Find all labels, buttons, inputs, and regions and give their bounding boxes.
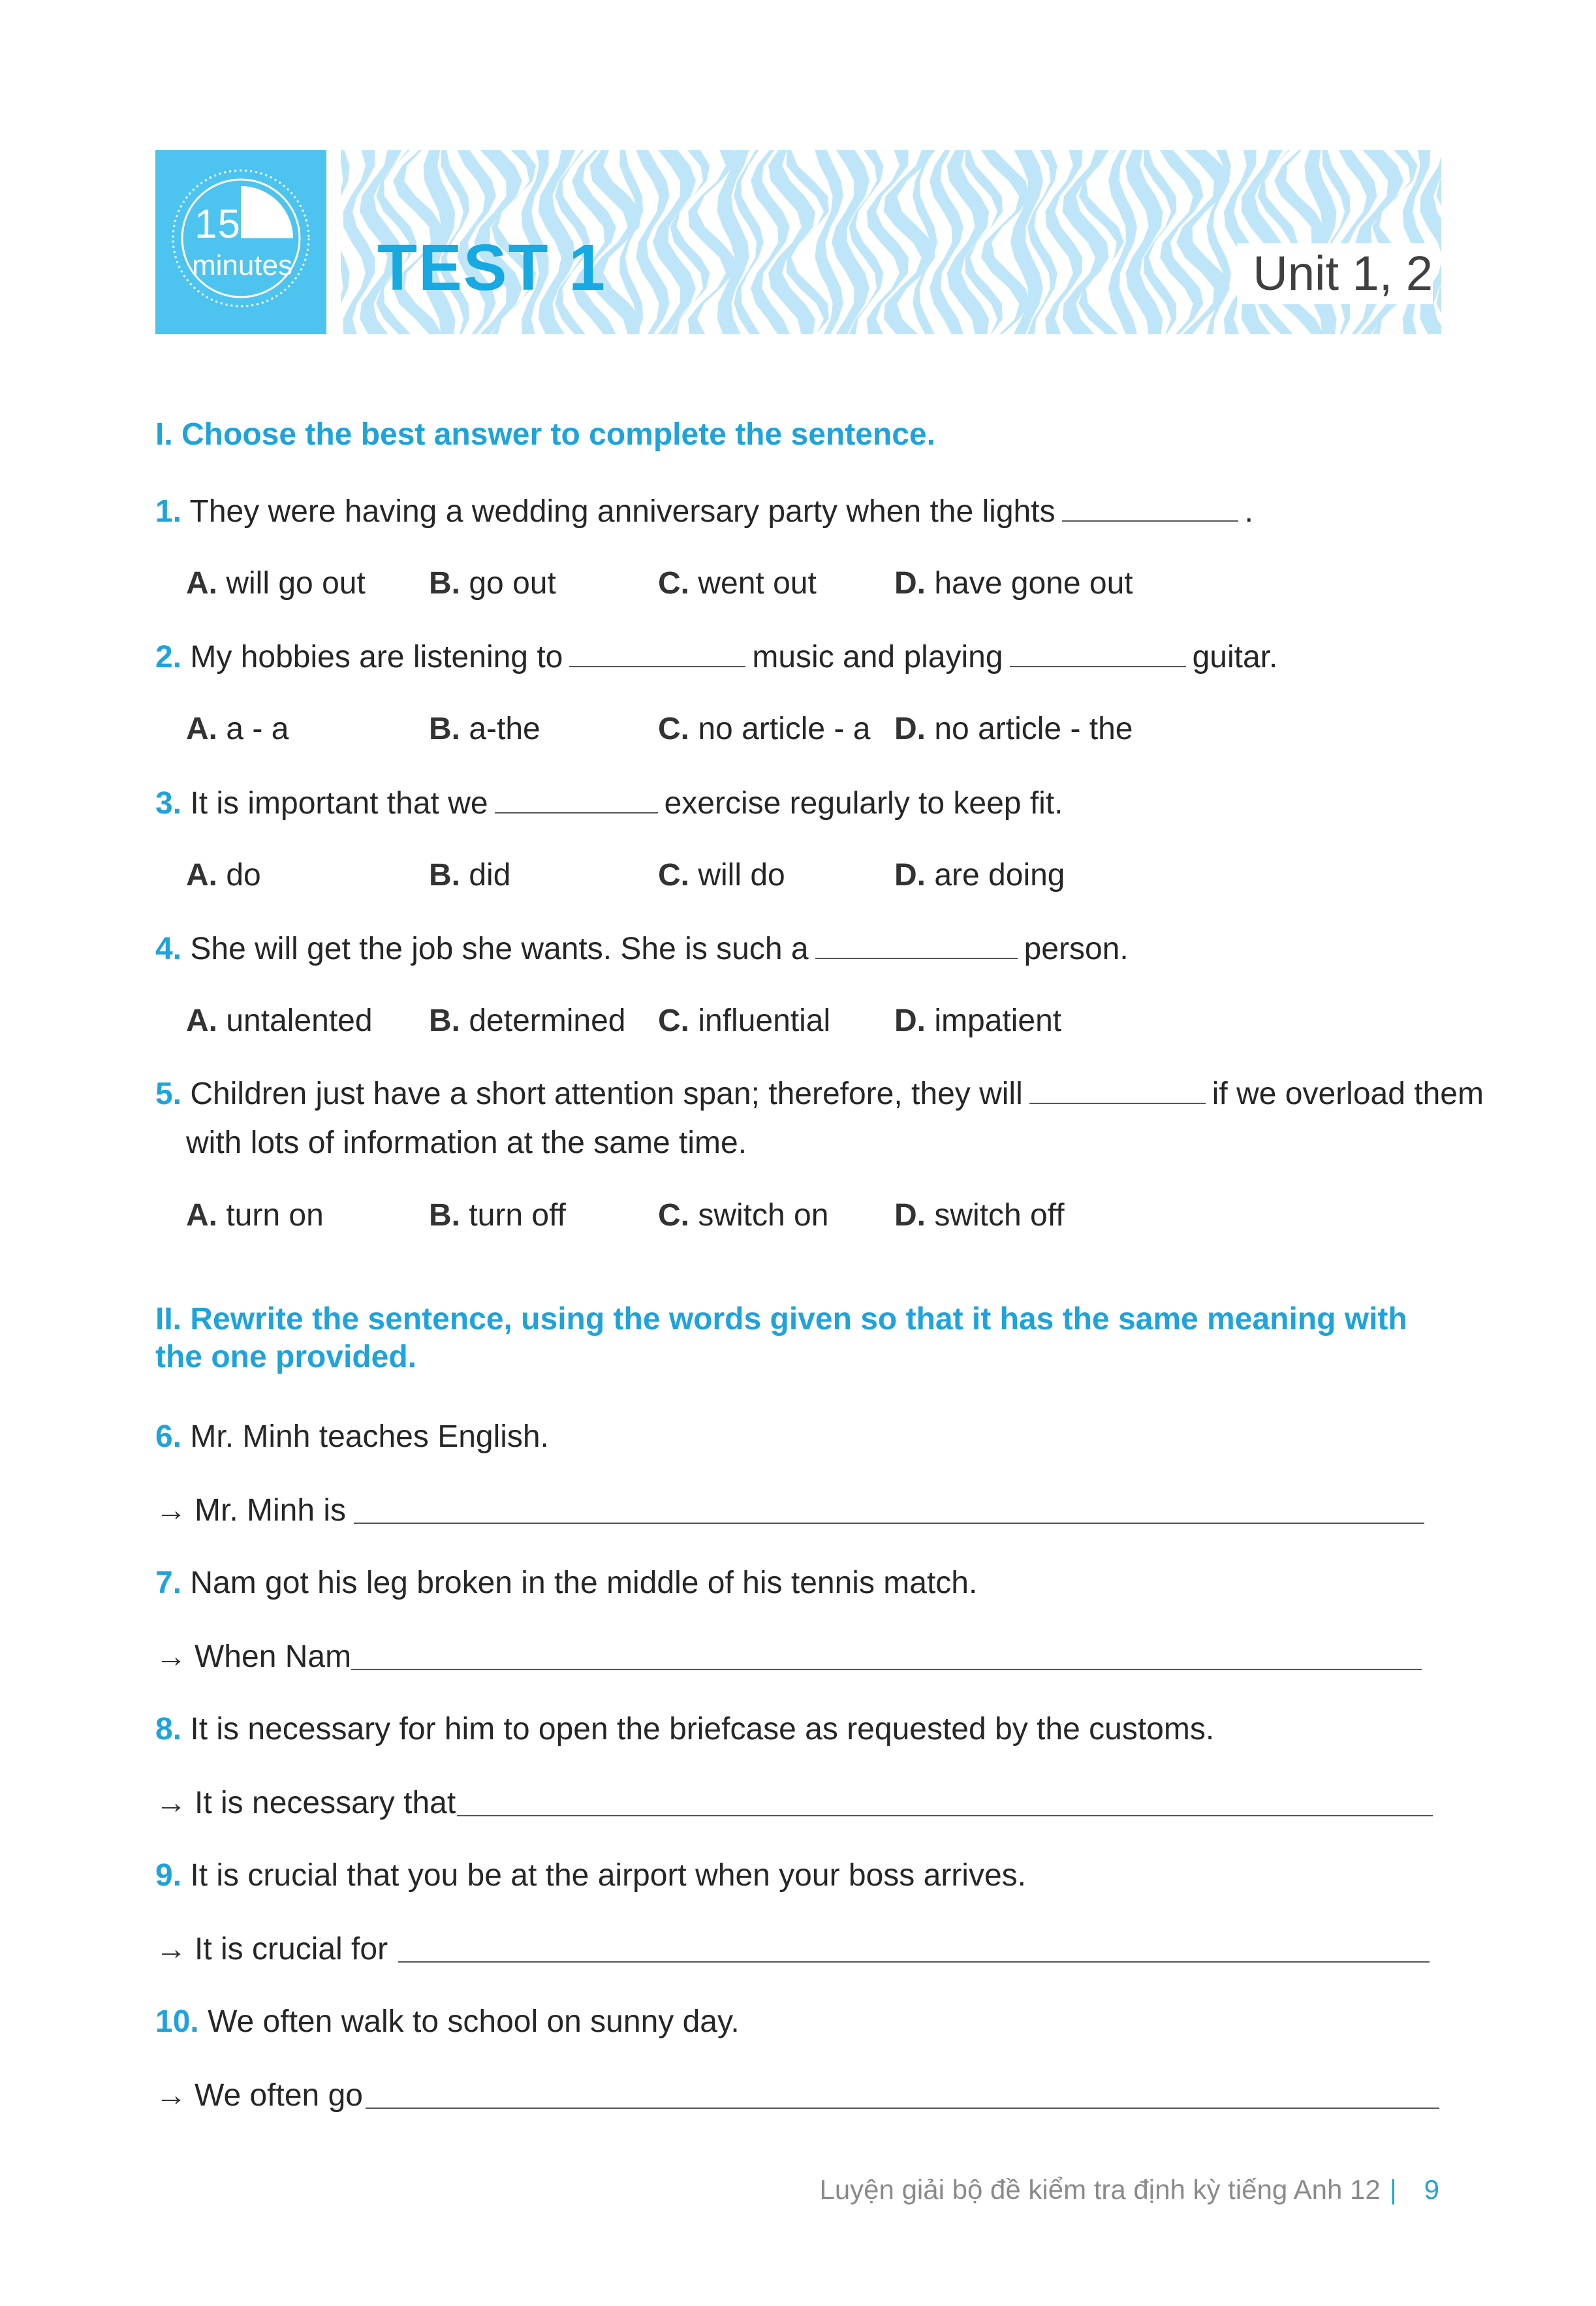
rewrite-item-7: 7. Nam got his leg broken in the middle of his tennis match. [155,1566,978,1600]
question-1: 1. They were having a wedding anniversary party when the lights . [155,494,1253,529]
rewrite-prompt-8: → It is necessary that [155,1786,456,1820]
option-d[interactable]: D. are doing [894,858,1065,892]
option-b[interactable]: B. turn off [429,1198,566,1233]
question-number: 1. [155,494,182,529]
rewrite-item-8: 8. It is necessary for him to open the briefcase as requested by the customs. [155,1712,1215,1746]
option-c[interactable]: C. no article - a [658,712,871,746]
rewrite-prompt-9: → It is crucial for [155,1932,388,1966]
section-2-title: II. Rewrite the sentence, using the words given so that it has the same meaning with the one provided. [155,1302,1407,1374]
arrow-icon: → [155,1786,187,1820]
question-2: 2. My hobbies are listening to music and playing guitar. [155,640,1278,674]
book-title: Luyện giải bộ đề kiểm tra định kỳ tiếng Anh 12 [819,2174,1381,2205]
timer-unit: minutes [192,249,293,281]
question-number: 3. [155,786,182,821]
question-number: 4. [155,932,182,966]
question-5-line-2: with lots of information at the same time. [186,1126,747,1160]
option-c[interactable]: C. switch on [658,1198,829,1233]
option-a[interactable]: A. do [186,858,261,892]
option-c[interactable]: C. went out [658,566,817,601]
question-number: 2. [155,640,182,674]
page-number: 9 [1424,2174,1439,2205]
option-b[interactable]: B. go out [429,566,556,601]
answer-line[interactable] [354,1523,1424,1524]
answer-line[interactable] [366,2108,1439,2109]
option-a[interactable]: A. untalented [186,1003,373,1038]
option-b[interactable]: B. a-the [429,712,540,746]
question-4: 4. She will get the job she wants. She is such a person. [155,932,1129,966]
answer-blank[interactable] [1010,665,1186,667]
unit-label: Unit 1, 2 [1237,243,1433,304]
rewrite-item-10: 10. We often walk to school on sunny day. [155,2004,740,2039]
option-d[interactable]: D. have gone out [894,566,1133,601]
option-a[interactable]: A. a - a [186,712,289,746]
option-c[interactable]: C. influential [658,1003,831,1038]
answer-line[interactable] [351,1669,1422,1670]
answer-line[interactable] [398,1961,1430,1963]
footer-separator: | [1389,2174,1397,2205]
option-d[interactable]: D. no article - the [894,712,1133,746]
rewrite-item-9: 9. It is crucial that you be at the airport when your boss arrives. [155,1858,1026,1893]
rewrite-prompt-7: → When Nam [155,1639,352,1674]
option-b[interactable]: B. did [429,858,511,892]
section-1-title: I. Choose the best answer to complete the sentence. [155,417,935,452]
option-c[interactable]: C. will do [658,858,785,892]
zebra-stripe [341,150,350,334]
test-title: TEST 1 [377,231,606,304]
option-a[interactable]: A. turn on [186,1198,324,1233]
question-number: 5. [155,1077,182,1111]
rewrite-prompt-10: → We often go [155,2078,363,2113]
question-3: 3. It is important that we exercise regularly to keep fit. [155,786,1063,821]
arrow-icon: → [155,1639,187,1674]
answer-blank[interactable] [569,665,745,667]
option-b[interactable]: B. determined [429,1003,626,1038]
option-a[interactable]: A. will go out [186,566,366,601]
answer-blank[interactable] [1062,520,1238,522]
answer-blank[interactable] [1029,1102,1206,1104]
rewrite-item-6: 6. Mr. Minh teaches English. [155,1419,549,1454]
arrow-icon: → [155,2078,187,2113]
page-footer [819,2174,1439,2205]
option-d[interactable]: D. switch off [894,1198,1065,1233]
answer-line[interactable] [457,1815,1433,1816]
answer-blank[interactable] [815,957,1018,959]
timer-badge [155,150,326,334]
option-d[interactable]: D. impatient [894,1003,1062,1038]
arrow-icon: → [155,1493,187,1528]
rewrite-prompt-6: → Mr. Minh is [155,1493,347,1528]
arrow-icon: → [155,1932,187,1966]
clock-icon [155,150,326,334]
answer-blank[interactable] [495,812,658,813]
timer-number: 15 [195,202,241,247]
question-5: 5. Children just have a short attention span; therefore, they will if we overload them [155,1077,1484,1111]
